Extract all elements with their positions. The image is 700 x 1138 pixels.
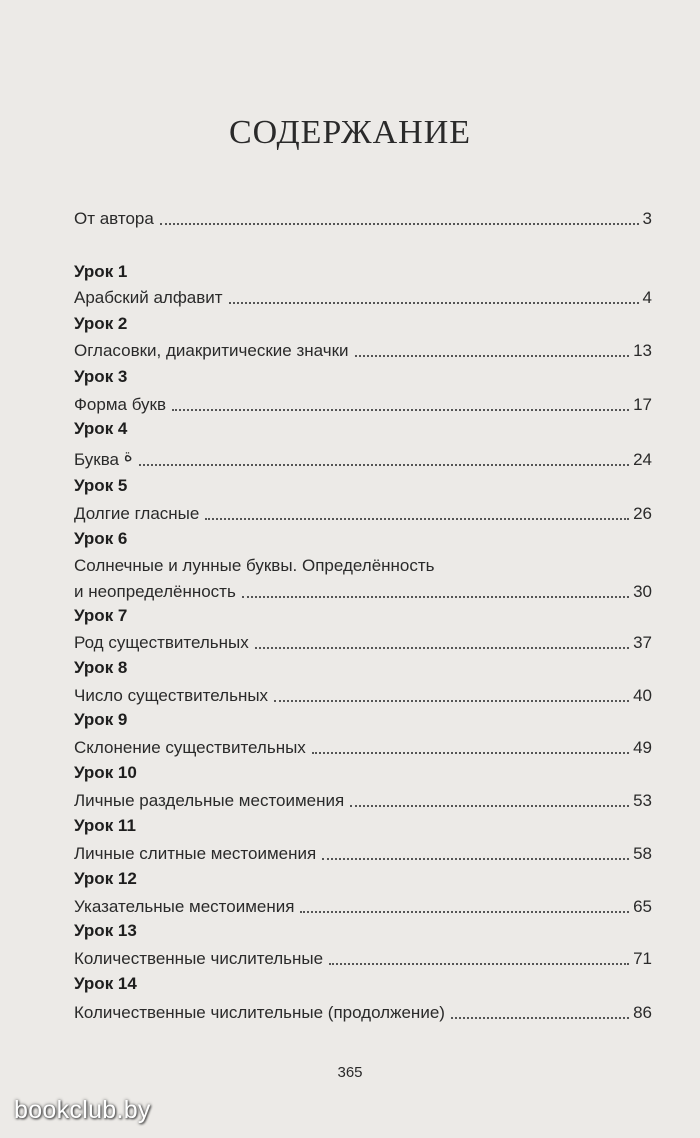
toc-entry-page: 24 <box>633 450 652 469</box>
toc-entry-text: Форма букв <box>74 395 167 414</box>
toc-entry-text: и неопределённость <box>74 582 236 601</box>
toc-entry <box>74 287 652 309</box>
toc-entry-page: 40 <box>633 686 652 705</box>
toc-entry <box>74 685 652 707</box>
toc-entry-page: 53 <box>633 791 652 810</box>
toc-entry-text: Количественные числительные <box>74 949 324 968</box>
toc-entry-text: Количественные числительные (продолжение) <box>74 1003 445 1022</box>
arabic-letter-glyph: ة <box>123 446 133 466</box>
toc-entry-page: 13 <box>633 341 652 360</box>
toc-entry-page: 71 <box>633 949 652 968</box>
toc-entry-text: От автора <box>74 209 154 228</box>
toc-entry-page: 4 <box>642 288 652 307</box>
dot-leader <box>350 804 629 807</box>
dot-leader <box>312 751 629 754</box>
toc-entry <box>74 737 652 759</box>
toc-entry-text: Личные слитные местоимения <box>74 844 317 863</box>
toc-entry-preface <box>74 208 652 230</box>
lesson-heading: Урок 11 <box>74 816 136 835</box>
lesson-heading: Урок 10 <box>74 763 137 782</box>
lesson-heading: Урок 4 <box>74 419 128 438</box>
toc-entry <box>74 843 652 865</box>
site-watermark: bookclub.by <box>14 1096 151 1124</box>
toc-entry-page: 49 <box>633 738 652 757</box>
dot-leader <box>139 463 629 466</box>
toc-entry-line: Солнечные и лунные буквы. Определённость <box>74 556 435 575</box>
toc-entry-text: Огласовки, диакритические значки <box>74 341 349 360</box>
toc-entry-page: 3 <box>642 209 652 228</box>
dot-leader <box>274 699 629 702</box>
lesson-heading: Урок 13 <box>74 921 137 940</box>
lesson-heading: Урок 9 <box>74 710 128 729</box>
toc-entry-page: 30 <box>633 582 652 601</box>
dot-leader <box>329 962 629 965</box>
lesson-heading: Урок 12 <box>74 869 137 888</box>
toc-entry-page: 37 <box>633 633 652 652</box>
dot-leader <box>160 222 639 225</box>
page-number: 365 <box>337 1064 363 1081</box>
dot-leader <box>242 595 629 598</box>
toc-entry-text: Долгие гласные <box>74 504 200 523</box>
toc-entry <box>74 503 652 525</box>
dot-leader <box>300 910 629 913</box>
toc-entry-text: Указательные местоимения <box>74 897 295 916</box>
toc-entry-text: Число существительных <box>74 686 269 705</box>
toc-entry-text: Буква ة <box>74 446 133 469</box>
lesson-heading: Урок 2 <box>74 314 128 333</box>
toc-entry-text: Склонение существительных <box>74 738 306 757</box>
dot-leader <box>172 408 629 411</box>
dot-leader <box>229 301 639 304</box>
lesson-heading: Урок 14 <box>74 974 137 993</box>
toc-entry <box>74 340 652 362</box>
toc-entry-page: 86 <box>633 1003 652 1022</box>
toc-entry-page: 17 <box>633 395 652 414</box>
toc-entry <box>74 446 652 471</box>
dot-leader <box>355 354 630 357</box>
dot-leader <box>255 646 629 649</box>
toc-entry <box>74 394 652 416</box>
toc-entry-page: 26 <box>633 504 652 523</box>
lesson-heading: Урок 3 <box>74 367 128 386</box>
toc-entry-page: 65 <box>633 897 652 916</box>
toc-entry <box>74 1002 652 1024</box>
dot-leader <box>205 517 629 520</box>
toc-entry-text: Личные раздельные местоимения <box>74 791 345 810</box>
toc-entry <box>74 790 652 812</box>
lesson-heading: Урок 5 <box>74 476 128 495</box>
toc-entry-text: Арабский алфавит <box>74 288 223 307</box>
lesson-heading: Урок 8 <box>74 658 128 677</box>
toc-entry <box>74 896 652 918</box>
lesson-heading: Урок 6 <box>74 529 128 548</box>
toc-entry-page: 58 <box>633 844 652 863</box>
toc-entry <box>74 632 652 654</box>
lesson-heading: Урок 1 <box>74 262 128 281</box>
toc-entry <box>74 948 652 970</box>
toc-entry <box>74 581 652 603</box>
page-title: СОДЕРЖАНИЕ <box>228 114 472 151</box>
lesson-heading: Урок 7 <box>74 606 128 625</box>
dot-leader <box>322 857 629 860</box>
toc-entry-text: Род существительных <box>74 633 249 652</box>
dot-leader <box>451 1016 629 1019</box>
